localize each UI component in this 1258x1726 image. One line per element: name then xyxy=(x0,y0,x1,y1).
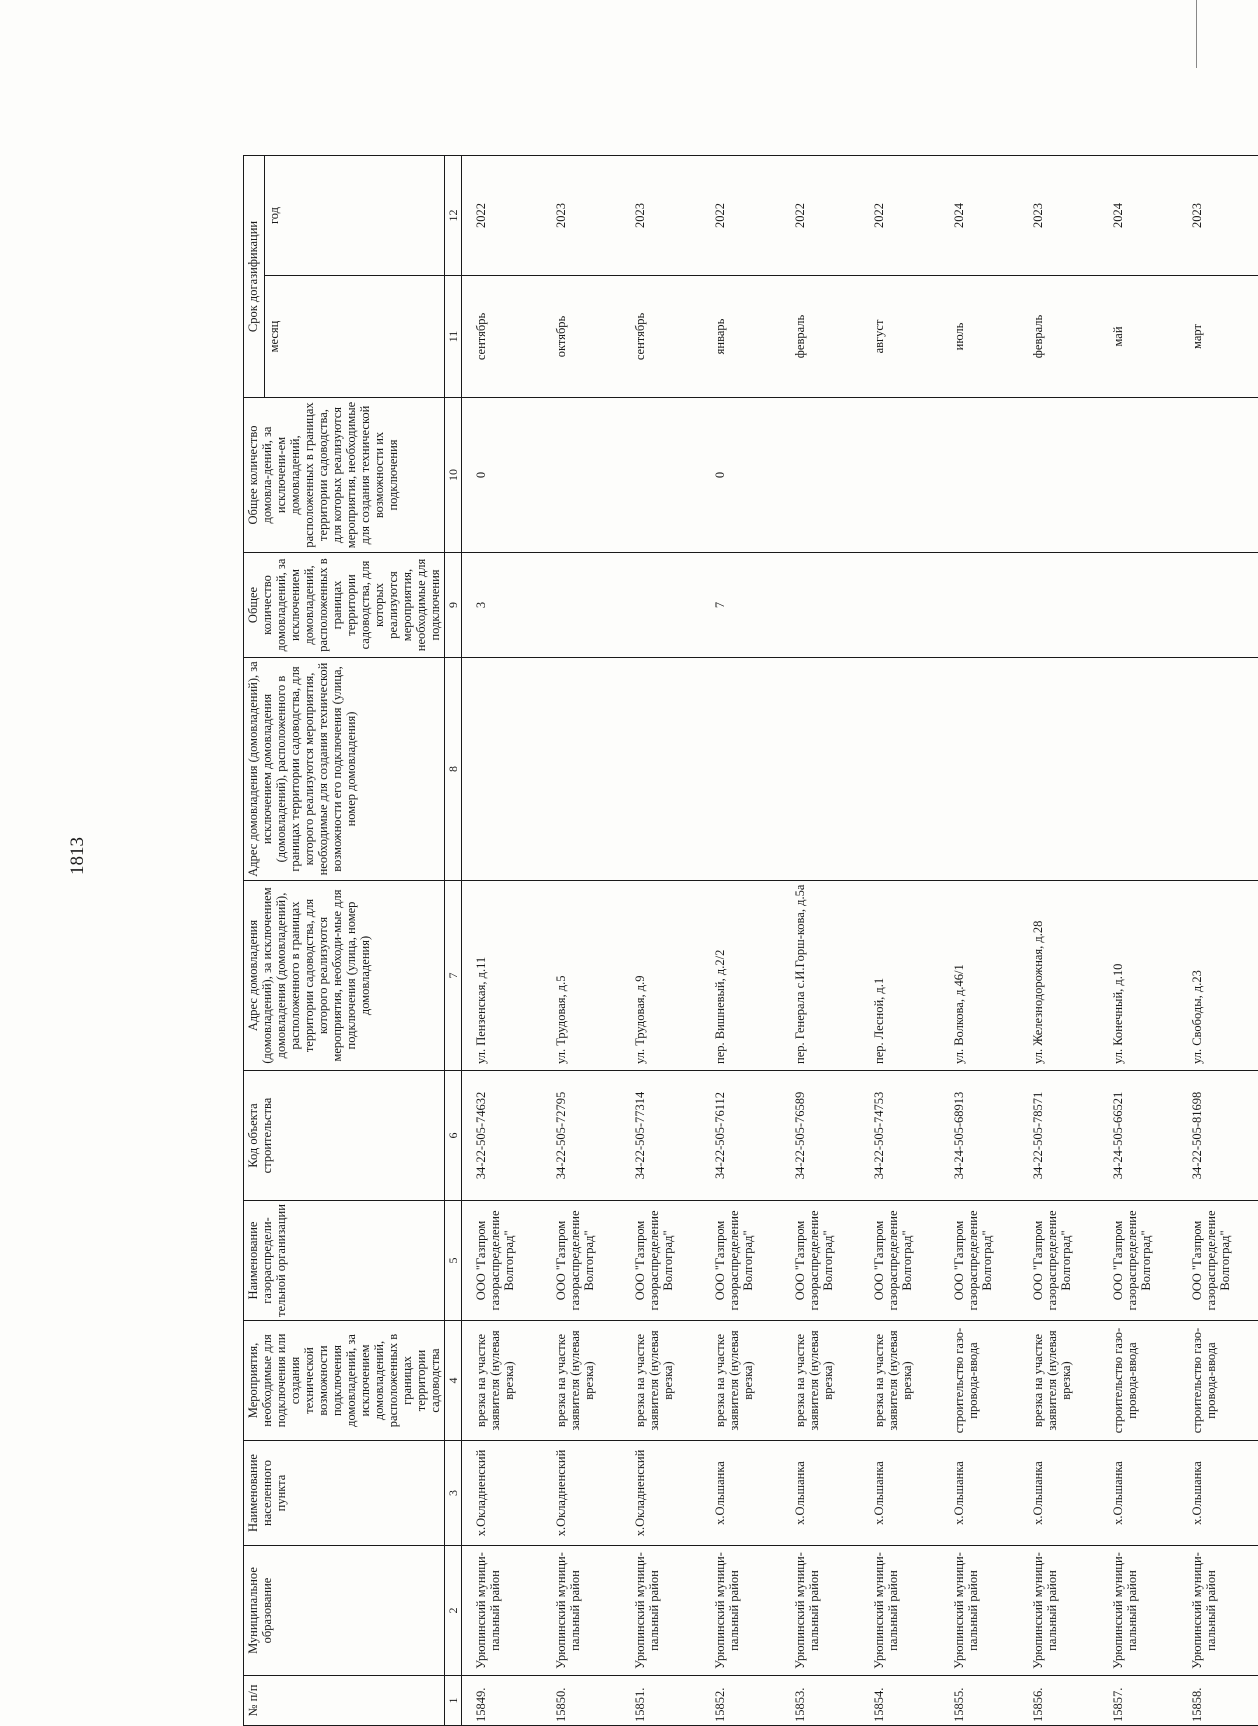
cell-num: 15857. xyxy=(1099,1676,1179,1726)
header-events: Мероприятия, необходимые для подключения или создания технической возможности подключения домовладений, за исключением домовладений, расположенных в границах территории садоводства xyxy=(244,1321,445,1441)
cell-gas-org: ООО "Газпром газораспределение Волгоград" xyxy=(860,1201,940,1321)
col-number: 2 xyxy=(445,1546,462,1676)
cell-count-capability xyxy=(1178,398,1258,553)
cell-num: 15853. xyxy=(781,1676,861,1726)
header-month: месяц xyxy=(265,276,445,398)
cell-address: пер. Генерала с.И.Горш-кова, д.5а xyxy=(781,881,861,1071)
table-row xyxy=(860,156,940,1726)
col-number: 5 xyxy=(445,1201,462,1321)
cell-count-capability xyxy=(940,398,1020,553)
cell-object-code: 34-22-505-74753 xyxy=(860,1071,940,1201)
cell-municipality: Урюпинский муници-пальный район xyxy=(621,1546,701,1676)
cell-municipality: Урюпинский муници-пальный район xyxy=(860,1546,940,1676)
cell-address-capability xyxy=(1178,658,1258,881)
gasification-table-rotated xyxy=(243,156,1233,1726)
cell-year: 2022 xyxy=(781,156,861,276)
page-edge-line xyxy=(1196,0,1197,68)
cell-num: 15858. xyxy=(1178,1676,1258,1726)
cell-event: врезка на участке заявителя (нулевая врезка) xyxy=(781,1321,861,1441)
col-number: 11 xyxy=(445,276,462,398)
cell-count-capability xyxy=(781,398,861,553)
table-row xyxy=(940,156,1020,1726)
cell-address-capability xyxy=(781,658,861,881)
cell-count xyxy=(621,553,701,658)
cell-settlement: х.Ольшанка xyxy=(1099,1441,1179,1546)
cell-month: июль xyxy=(940,276,1020,398)
cell-month: сентябрь xyxy=(462,276,542,398)
col-number: 9 xyxy=(445,553,462,658)
table-row xyxy=(781,156,861,1726)
cell-month: февраль xyxy=(1019,276,1099,398)
cell-year: 2024 xyxy=(1099,156,1179,276)
col-number: 1 xyxy=(445,1676,462,1726)
cell-count xyxy=(940,553,1020,658)
cell-address-capability xyxy=(1019,658,1099,881)
header-address-connection: Адрес домовладения (домовладений), за исключением домовладения (домовладений), расположенного в границах территории садоводства, для которого реализуются мероприятия, необходи-мые для подключения (улица, номер домовладения) xyxy=(244,881,445,1071)
col-number: 4 xyxy=(445,1321,462,1441)
cell-address-capability xyxy=(940,658,1020,881)
cell-count: 7 xyxy=(701,553,781,658)
cell-num: 15849. xyxy=(462,1676,542,1726)
cell-event: врезка на участке заявителя (нулевая врезка) xyxy=(701,1321,781,1441)
cell-municipality: Урюпинский муници-пальный район xyxy=(940,1546,1020,1676)
cell-address: ул. Трудовая, д.5 xyxy=(542,881,622,1071)
cell-event: врезка на участке заявителя (нулевая врезка) xyxy=(462,1321,542,1441)
cell-object-code: 34-22-505-76112 xyxy=(701,1071,781,1201)
cell-month: август xyxy=(860,276,940,398)
cell-year: 2023 xyxy=(1019,156,1099,276)
table-row xyxy=(621,156,701,1726)
cell-num: 15851. xyxy=(621,1676,701,1726)
cell-address: пер. Лесной, д.1 xyxy=(860,881,940,1071)
header-deadline: Срок догазификации xyxy=(244,156,265,398)
cell-year: 2024 xyxy=(940,156,1020,276)
cell-object-code: 34-22-505-74632 xyxy=(462,1071,542,1201)
cell-municipality: Урюпинский муници-пальный район xyxy=(781,1546,861,1676)
cell-address-capability xyxy=(701,658,781,881)
cell-count xyxy=(781,553,861,658)
cell-count-capability xyxy=(621,398,701,553)
cell-settlement: х.Ольшанка xyxy=(1019,1441,1099,1546)
cell-year: 2022 xyxy=(462,156,542,276)
table-row xyxy=(1099,156,1179,1726)
header-year: год xyxy=(265,156,445,276)
cell-settlement: х.Окладненский xyxy=(542,1441,622,1546)
table-row xyxy=(542,156,622,1726)
cell-object-code: 34-22-505-78571 xyxy=(1019,1071,1099,1201)
page-number: 1813 xyxy=(67,837,88,875)
cell-count-capability: 0 xyxy=(701,398,781,553)
cell-municipality: Урюпинский муници-пальный район xyxy=(462,1546,542,1676)
cell-num: 15855. xyxy=(940,1676,1020,1726)
cell-count-capability xyxy=(542,398,622,553)
cell-event: строительство газо-провода-ввода xyxy=(940,1321,1020,1441)
cell-municipality: Урюпинский муници-пальный район xyxy=(1178,1546,1258,1676)
col-number: 7 xyxy=(445,881,462,1071)
cell-event: врезка на участке заявителя (нулевая врезка) xyxy=(1019,1321,1099,1441)
cell-year: 2022 xyxy=(701,156,781,276)
cell-settlement: х.Окладненский xyxy=(462,1441,542,1546)
column-number-row xyxy=(445,156,462,1726)
cell-count xyxy=(860,553,940,658)
cell-count-capability xyxy=(1099,398,1179,553)
cell-settlement: х.Ольшанка xyxy=(860,1441,940,1546)
cell-month: март xyxy=(1178,276,1258,398)
cell-count xyxy=(1178,553,1258,658)
cell-month: сентябрь xyxy=(621,276,701,398)
header-object-code: Код объекта строительства xyxy=(244,1071,445,1201)
cell-gas-org: ООО "Газпром газораспределение Волгоград" xyxy=(462,1201,542,1321)
cell-count-capability xyxy=(860,398,940,553)
cell-event: врезка на участке заявителя (нулевая врезка) xyxy=(860,1321,940,1441)
cell-object-code: 34-22-505-72795 xyxy=(542,1071,622,1201)
cell-gas-org: ООО "Газпром газораспределение Волгоград" xyxy=(1019,1201,1099,1321)
cell-count: 3 xyxy=(462,553,542,658)
cell-address-capability xyxy=(860,658,940,881)
header-num: № п/п xyxy=(244,1676,445,1726)
col-number: 10 xyxy=(445,398,462,553)
cell-address: ул. Трудовая, д.9 xyxy=(621,881,701,1071)
cell-municipality: Урюпинский муници-пальный район xyxy=(542,1546,622,1676)
table-row xyxy=(1019,156,1099,1726)
col-number: 8 xyxy=(445,658,462,881)
cell-address-capability xyxy=(542,658,622,881)
cell-address-capability xyxy=(621,658,701,881)
table-row xyxy=(1178,156,1258,1726)
cell-address: пер. Вишневый, д.2/2 xyxy=(701,881,781,1071)
cell-month: октябрь xyxy=(542,276,622,398)
header-gas-org: Наименование газораспредели-тельной организации xyxy=(244,1201,445,1321)
table-row xyxy=(462,156,542,1726)
col-number: 6 xyxy=(445,1071,462,1201)
cell-event: строительство газо-провода-ввода xyxy=(1178,1321,1258,1441)
cell-gas-org: ООО "Газпром газораспределение Волгоград" xyxy=(781,1201,861,1321)
table-row xyxy=(701,156,781,1726)
cell-municipality: Урюпинский муници-пальный район xyxy=(701,1546,781,1676)
cell-municipality: Урюпинский муници-пальный район xyxy=(1099,1546,1179,1676)
cell-gas-org: ООО "Газпром газораспределение Волгоград" xyxy=(542,1201,622,1321)
cell-municipality: Урюпинский муници-пальный район xyxy=(1019,1546,1099,1676)
cell-settlement: х.Ольшанка xyxy=(1178,1441,1258,1546)
cell-year: 2023 xyxy=(542,156,622,276)
cell-month: февраль xyxy=(781,276,861,398)
cell-num: 15850. xyxy=(542,1676,622,1726)
cell-object-code: 34-24-505-68913 xyxy=(940,1071,1020,1201)
cell-address: ул. Конечный, д.10 xyxy=(1099,881,1179,1071)
cell-address: ул. Свободы, д.23 xyxy=(1178,881,1258,1071)
cell-settlement: х.Ольшанка xyxy=(781,1441,861,1546)
cell-object-code: 34-22-505-76589 xyxy=(781,1071,861,1201)
cell-year: 2022 xyxy=(860,156,940,276)
col-number: 3 xyxy=(445,1441,462,1546)
cell-object-code: 34-24-505-66521 xyxy=(1099,1071,1179,1201)
cell-count xyxy=(1019,553,1099,658)
cell-event: врезка на участке заявителя (нулевая врезка) xyxy=(542,1321,622,1441)
cell-address-capability xyxy=(1099,658,1179,881)
cell-year: 2023 xyxy=(621,156,701,276)
cell-settlement: х.Окладненский xyxy=(621,1441,701,1546)
cell-count-capability xyxy=(1019,398,1099,553)
header-count-connection: Общее количество домовладений, за исключением домовладений, расположенных в границах территории садоводства, для которых реализуются мероприятия, необходимые для подключения xyxy=(244,553,445,658)
cell-num: 15852. xyxy=(701,1676,781,1726)
gasification-table xyxy=(243,155,1258,1726)
cell-count xyxy=(1099,553,1179,658)
cell-gas-org: ООО "Газпром газораспределение Волгоград" xyxy=(1099,1201,1179,1321)
cell-address-capability xyxy=(462,658,542,881)
header-settlement: Наименование населенного пункта xyxy=(244,1441,445,1546)
cell-object-code: 34-22-505-77314 xyxy=(621,1071,701,1201)
cell-gas-org: ООО "Газпром газораспределение Волгоград" xyxy=(940,1201,1020,1321)
cell-num: 15856. xyxy=(1019,1676,1099,1726)
header-address-capability: Адрес домовладения (домовладений), за исключением домовладения (домовладений), расположенного в границах территории садоводства, для которого реализуются мероприятия, необходимые для создания технической возможности его подключения (улица, номер домовладения) xyxy=(244,658,445,881)
cell-settlement: х.Ольшанка xyxy=(701,1441,781,1546)
cell-gas-org: ООО "Газпром газораспределение Волгоград" xyxy=(701,1201,781,1321)
cell-gas-org: ООО "Газпром газораспределение Волгоград" xyxy=(621,1201,701,1321)
cell-month: январь xyxy=(701,276,781,398)
header-municipality: Муниципальное образование xyxy=(244,1546,445,1676)
cell-address: ул. Волкова, д.46/1 xyxy=(940,881,1020,1071)
cell-month: май xyxy=(1099,276,1179,398)
cell-address: ул. Пензенская, д.11 xyxy=(462,881,542,1071)
cell-settlement: х.Ольшанка xyxy=(940,1441,1020,1546)
cell-year: 2023 xyxy=(1178,156,1258,276)
cell-num: 15854. xyxy=(860,1676,940,1726)
header-count-capability: Общее количество домовла-дений, за исключени-ем домовладений, расположенных в границах территории садоводства, для которых реализуются мероприятия, необходимые для создания технической возможности их подключения xyxy=(244,398,445,553)
cell-count-capability: 0 xyxy=(462,398,542,553)
cell-event: строительство газо-провода-ввода xyxy=(1099,1321,1179,1441)
cell-object-code: 34-22-505-81698 xyxy=(1178,1071,1258,1201)
col-number: 12 xyxy=(445,156,462,276)
cell-count xyxy=(542,553,622,658)
cell-address: ул. Железнодорожная, д.28 xyxy=(1019,881,1099,1071)
cell-gas-org: ООО "Газпром газораспределение Волгоград" xyxy=(1178,1201,1258,1321)
cell-event: врезка на участке заявителя (нулевая врезка) xyxy=(621,1321,701,1441)
header-row xyxy=(244,156,265,1726)
